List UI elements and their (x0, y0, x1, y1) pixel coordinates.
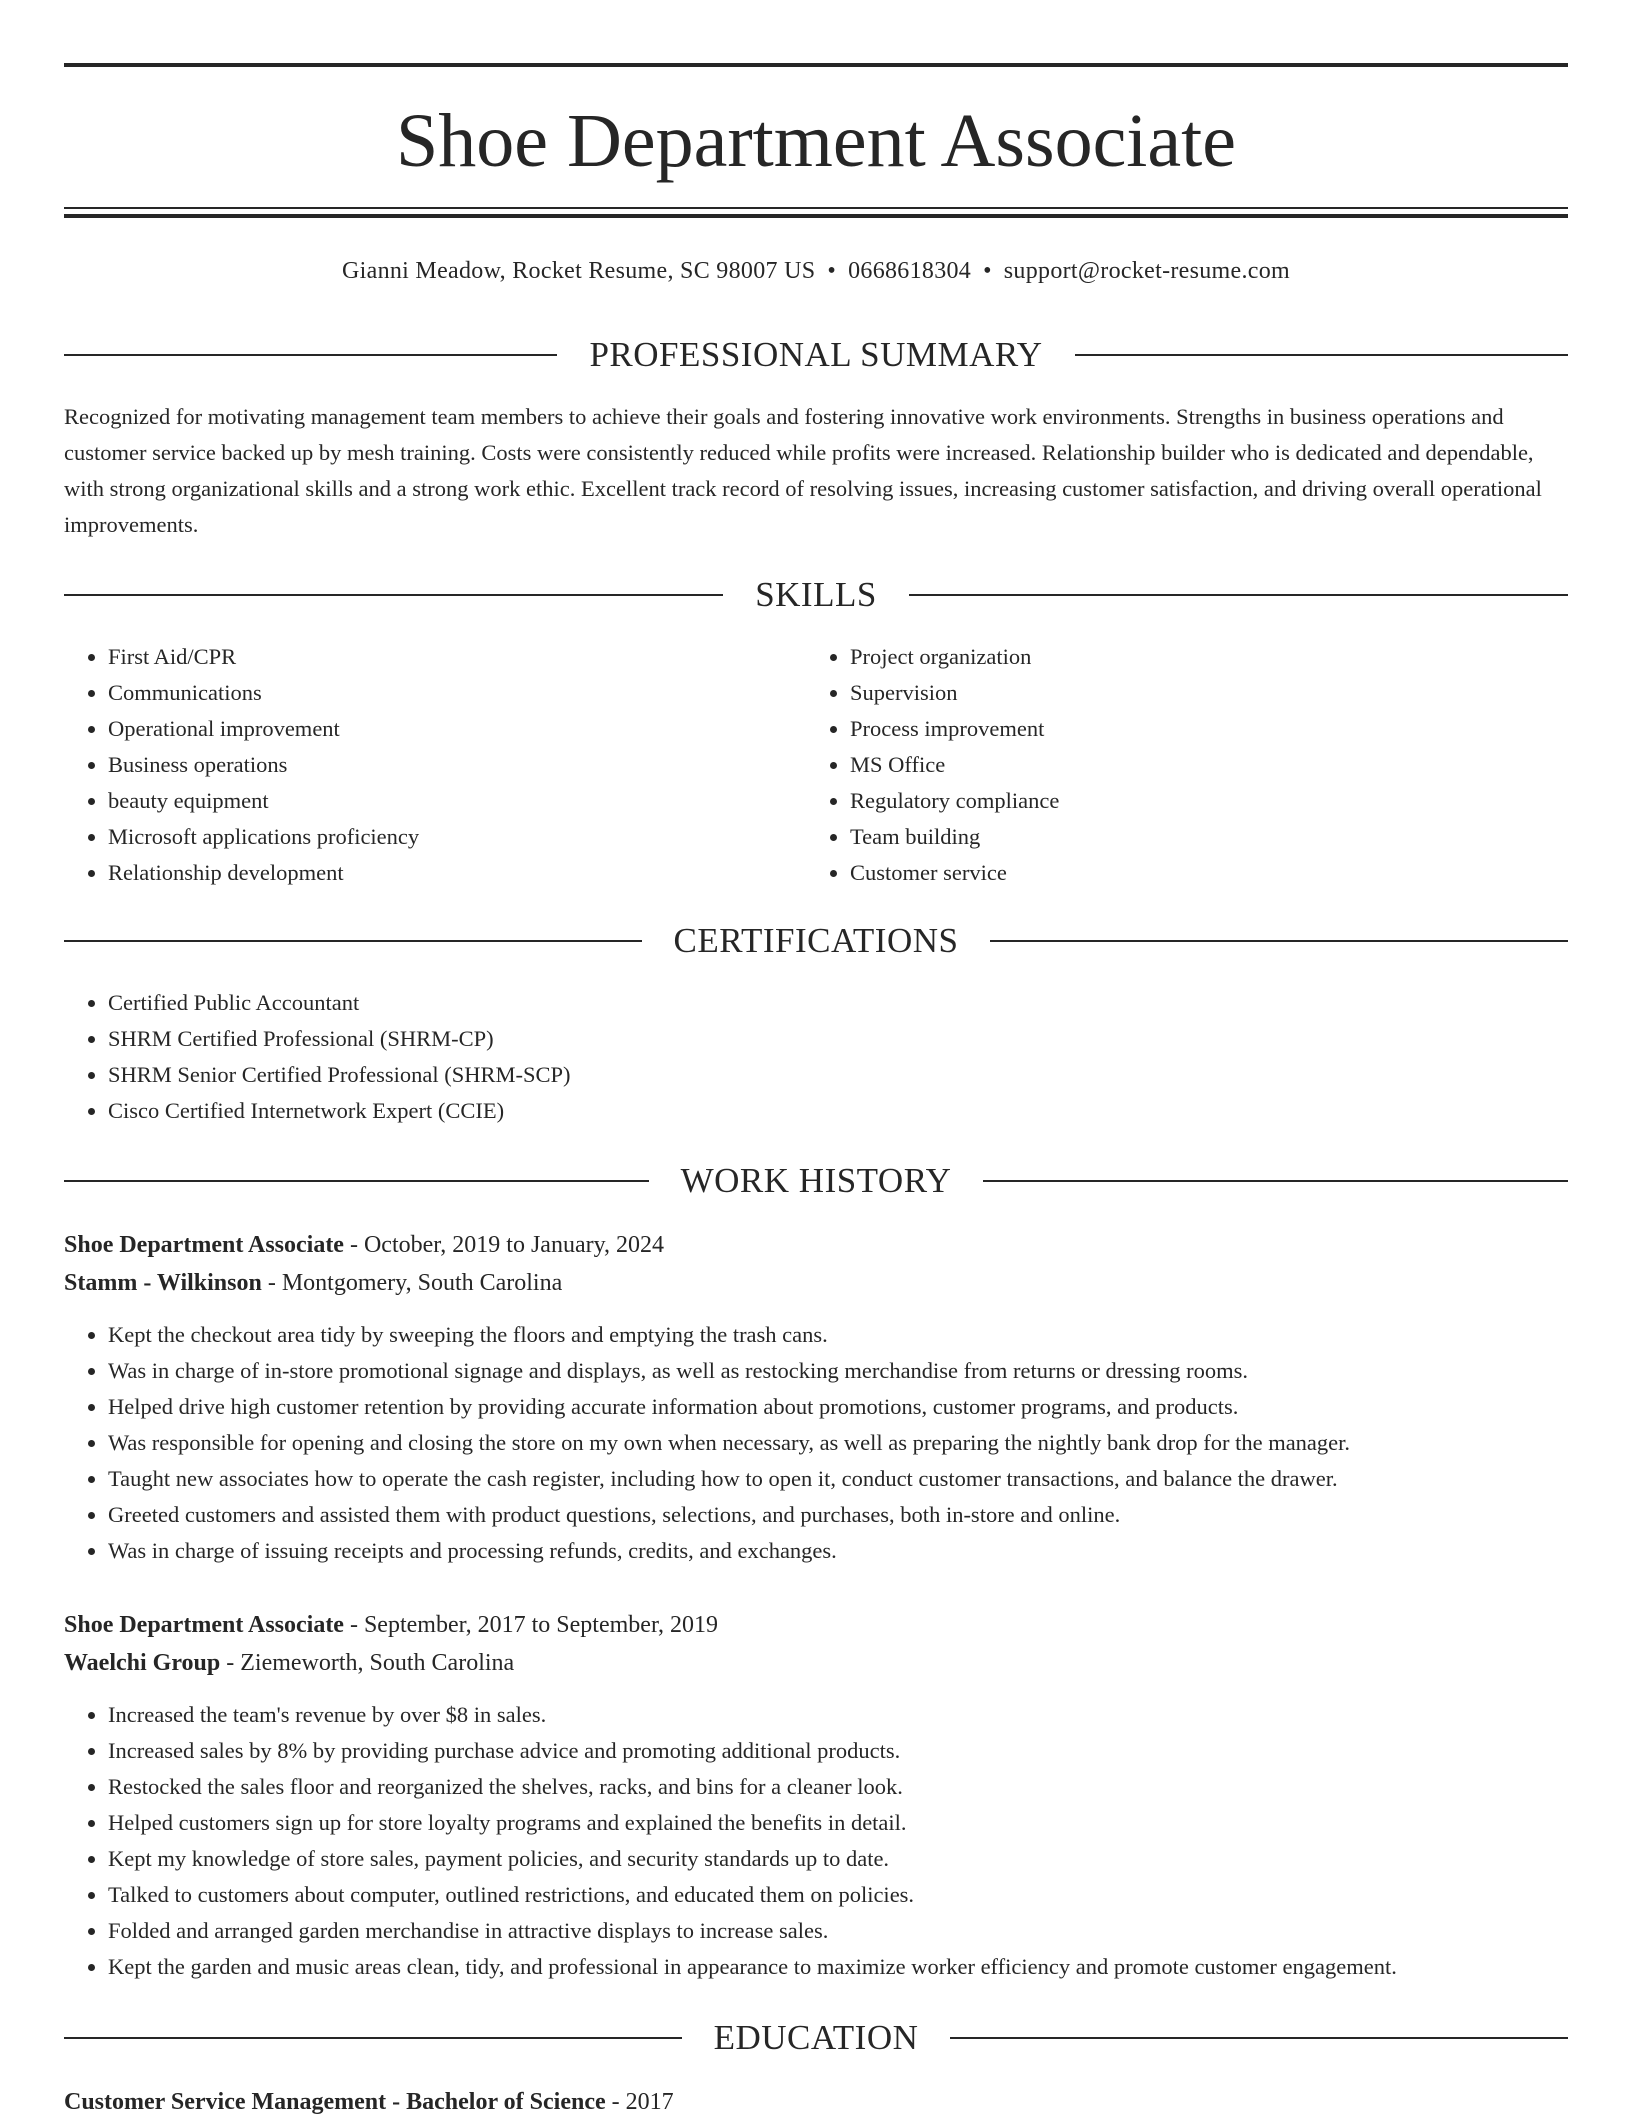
certification-item: • SHRM Certified Professional (SHRM-CP) (108, 1021, 1568, 1057)
section-heading-certifications (64, 919, 1568, 963)
heading-rule (950, 2037, 1568, 2039)
job-duty: • Taught new associates how to operate the cash register, including how to open it, conduct customer transactions, and balance the drawer. (108, 1461, 1568, 1497)
job-duty: • Was in charge of issuing receipts and processing refunds, credits, and exchanges. (108, 1533, 1568, 1569)
skill-item: • Supervision (850, 675, 1566, 711)
certification-item: • Cisco Certified Internetwork Expert (CCIE) (108, 1093, 1568, 1129)
heading-rule (983, 1180, 1568, 1182)
contact-separator: • (983, 258, 992, 284)
certifications-block (64, 985, 1568, 1129)
job-duties-list (64, 1697, 1568, 1985)
heading-rule (64, 594, 723, 596)
education-year: - 2017 (605, 2089, 674, 2115)
skills-column-right (806, 639, 1566, 891)
job-duty: • Was responsible for opening and closing the store on my own when necessary, as well as preparing the nightly bank drop for the manager. (108, 1425, 1568, 1461)
heading-rule (64, 2037, 682, 2039)
section-title: CERTIFICATIONS (673, 921, 959, 960)
job-duty: • Increased sales by 8% by providing purchase advice and promoting additional products. (108, 1733, 1568, 1769)
job-entry (64, 1226, 1568, 1569)
job-title-line (64, 1226, 1568, 1264)
certification-item: • Certified Public Accountant (108, 985, 1568, 1021)
education-degree: Customer Service Management - Bachelor of Science (64, 2089, 606, 2115)
heading-rule (1075, 354, 1568, 356)
job-location: - Montgomery, South Carolina (261, 1270, 563, 1296)
job-duty: • Helped customers sign up for store loyalty programs and explained the benefits in detail. (108, 1805, 1568, 1841)
skill-item: • Process improvement (850, 711, 1566, 747)
heading-rule (64, 940, 642, 942)
skill-item: • Team building (850, 819, 1566, 855)
job-company-line (64, 1644, 1568, 1682)
section-heading-skills (64, 573, 1568, 617)
job-duty: • Folded and arranged garden merchandise in attractive displays to increase sales. (108, 1913, 1568, 1949)
skills-list (806, 639, 1566, 891)
title-rule-thick (64, 214, 1568, 218)
skill-item: • MS Office (850, 747, 1566, 783)
section-heading-summary (64, 333, 1568, 377)
section-heading-education (64, 2016, 1568, 2060)
section-title: EDUCATION (713, 2018, 919, 2057)
contact-separator: • (827, 258, 837, 284)
section-title: PROFESSIONAL SUMMARY (589, 335, 1043, 374)
contact-phone: 0668618304 (848, 258, 972, 284)
job-duty: • Helped drive high customer retention by providing accurate information about promotions, customer programs, and products. (108, 1389, 1568, 1425)
heading-rule (64, 1180, 649, 1182)
job-duty: • Kept my knowledge of store sales, payment policies, and security standards up to date. (108, 1841, 1568, 1877)
section-title: WORK HISTORY (680, 1161, 952, 1200)
skill-item: • Operational improvement (108, 711, 804, 747)
skill-item: • Communications (108, 675, 804, 711)
skill-item: • Customer service (850, 855, 1566, 891)
job-duty: • Kept the garden and music areas clean, tidy, and professional in appearance to maximize worker efficiency and promote customer engagement. (108, 1949, 1568, 1985)
skill-item: • Microsoft applications proficiency (108, 819, 804, 855)
job-duty: • Restocked the sales floor and reorganized the shelves, racks, and bins for a cleaner look. (108, 1769, 1568, 1805)
heading-rule (909, 594, 1568, 596)
job-duties-list (64, 1317, 1568, 1569)
job-dates: - September, 2017 to September, 2019 (343, 1612, 718, 1638)
contact-email: support@rocket-resume.com (1003, 258, 1290, 284)
job-duty: • Increased the team's revenue by over $8 in sales. (108, 1697, 1568, 1733)
title-rule-thin (64, 207, 1568, 209)
skill-item: • Regulatory compliance (850, 783, 1566, 819)
job-location: - Ziemeworth, South Carolina (220, 1650, 515, 1676)
skill-item: • First Aid/CPR (108, 639, 804, 675)
job-title: Shoe Department Associate (64, 1612, 344, 1638)
section-heading-work-history (64, 1159, 1568, 1203)
job-title: Shoe Department Associate (64, 1232, 344, 1258)
job-dates: - October, 2019 to January, 2024 (343, 1232, 665, 1258)
job-duty: • Greeted customers and assisted them with product questions, selections, and purchases, both in-store and online. (108, 1497, 1568, 1533)
skill-item: • Business operations (108, 747, 804, 783)
section-title: SKILLS (755, 575, 877, 614)
skill-item: • Project organization (850, 639, 1566, 675)
job-entry (64, 1606, 1568, 1985)
education-entry (64, 2083, 1568, 2121)
top-rule (64, 63, 1568, 67)
skill-item: • Relationship development (108, 855, 804, 891)
skills-list (64, 639, 804, 891)
skill-item: • beauty equipment (108, 783, 804, 819)
job-company: Stamm - Wilkinson (64, 1270, 262, 1296)
resume-title: Shoe Department Associate (395, 99, 1236, 183)
certifications-list (64, 985, 1568, 1129)
skills-column-left (64, 639, 804, 891)
heading-rule (64, 354, 557, 356)
job-company: Waelchi Group (64, 1650, 221, 1676)
job-title-line (64, 1606, 1568, 1644)
summary-text: Recognized for motivating management team members to achieve their goals and fostering innovative work environments. Strengths in business operations and customer service backed up by mesh training. Costs were consistently reduced while profits were increased. Relationship builder who is dedicated and dependable, with strong organizational skills and a strong work ethic. Excellent track record of resolving issues, increasing customer satisfaction, and driving overall operational improvements. (64, 404, 1542, 537)
contact-line (64, 255, 1568, 287)
job-duty: • Was in charge of in-store promotional signage and displays, as well as restocking merchandise from returns or dressing rooms. (108, 1353, 1568, 1389)
certification-item: • SHRM Senior Certified Professional (SHRM-SCP) (108, 1057, 1568, 1093)
job-duty: • Kept the checkout area tidy by sweeping the floors and emptying the trash cans. (108, 1317, 1568, 1353)
job-company-line (64, 1264, 1568, 1302)
heading-rule (990, 940, 1568, 942)
contact-address: Gianni Meadow, Rocket Resume, SC 98007 US (342, 258, 816, 284)
job-duty: • Talked to customers about computer, outlined restrictions, and educated them on policies. (108, 1877, 1568, 1913)
